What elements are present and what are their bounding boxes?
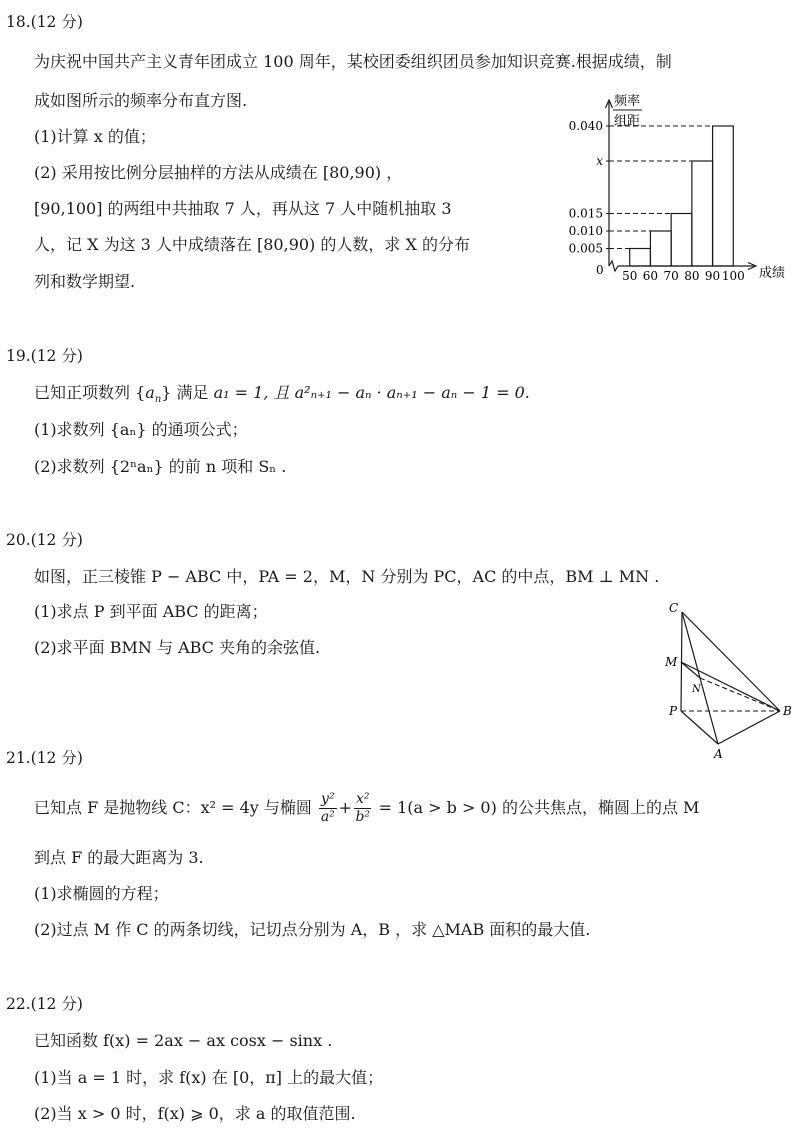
label-C: C — [669, 601, 679, 615]
q19-part1: (1)求数列 {aₙ} 的通项公式； — [34, 420, 248, 439]
tetrahedron-figure — [664, 600, 804, 765]
y-tick-label-2: 0.015 — [568, 206, 603, 221]
q22-header: 22.(12 分) — [6, 995, 83, 1013]
x-tick-label-2: 70 — [663, 269, 679, 283]
y-axis-label-top: 频率 — [614, 94, 641, 109]
edge-CB — [682, 612, 780, 711]
q21-line2: 到点 F 的最大距离为 3. — [34, 848, 204, 867]
segment-NB-hidden — [700, 678, 780, 711]
q18-part2-line2: [90,100] 的两组中共抽取 7 人，再从这 7 人中随机抽取 3 — [34, 199, 452, 218]
q19-line1-prefix: 已知正项数列 { — [34, 383, 146, 402]
x-tick-label-5: 100 — [721, 269, 745, 283]
q22-part2: (2)当 x > 0 时，f(x) ⩾ 0，求 a 的取值范围. — [34, 1104, 356, 1123]
y-tick-label-4: 0.005 — [568, 241, 603, 256]
origin-label: 0 — [596, 263, 604, 277]
x-tick-label-1: 60 — [642, 269, 659, 283]
axis-break-icon — [609, 261, 618, 271]
edge-AB — [718, 711, 780, 744]
label-M: M — [665, 655, 678, 669]
histogram-bar-3 — [692, 161, 713, 266]
q19-line1: 已知正项数列 $\{a_n\}$ 满足 a₁ = 1, 且 a²ₙ₊₁ − aₙ · aₙ₊₁ − aₙ − 1 = 0. — [34, 383, 530, 406]
q18-part2-line4: 列和数学期望. — [34, 272, 136, 291]
frequency-histogram — [556, 88, 796, 288]
ellipse-fraction-x: $\frac{\text{x²}}{\text{b²}}$ — [355, 791, 371, 825]
q20-part2: (2)求平面 BMN 与 ABC 夹角的余弦值. — [34, 638, 321, 657]
histogram-bar-2 — [671, 214, 692, 267]
q19-header: 19.(12 分) — [6, 347, 83, 365]
x-tick-label-4: 90 — [704, 269, 721, 283]
q21-part1: (1)求椭圆的方程； — [34, 884, 169, 903]
x-tick-label-0: 50 — [622, 269, 638, 283]
q18-part2-line3: 人，记 X 为这 3 人中成绩落在 [80,90) 的人数，求 X 的分布 — [34, 235, 470, 254]
y-tick-label-3: 0.010 — [568, 224, 603, 238]
plus-sign: + — [338, 798, 352, 817]
q22-line1: 已知函数 f(x) = 2ax − ax cosx − sinx . — [34, 1031, 333, 1050]
edge-CP — [681, 612, 682, 711]
label-B: B — [783, 704, 792, 718]
q21-part2: (2)过点 M 作 C 的两条切线，记切点分别为 A，B ，求 △MAB 面积的最大值. — [34, 920, 591, 939]
q18-part1: (1)计算 x 的值； — [34, 127, 156, 146]
q20-header: 20.(12 分) — [6, 531, 83, 549]
q19-condition: a₁ = 1, 且 a²ₙ₊₁ − aₙ · aₙ₊₁ − aₙ − 1 = 0. — [213, 383, 530, 402]
q21-header: 21.(12 分) — [6, 749, 83, 767]
y-tick-label-0: 0.040 — [568, 119, 603, 133]
ellipse-fraction-y: $\frac{\text{y²}}{\text{a²}}$ — [320, 791, 335, 825]
q18-header: 18.(12 分) — [6, 13, 83, 31]
label-A: A — [714, 747, 723, 761]
y-axis-label-bottom: 组距 — [614, 114, 641, 129]
histogram-bar-0 — [630, 249, 651, 267]
label-N: N — [692, 684, 701, 695]
q19-line1-mid: } 满足 — [161, 383, 214, 402]
x-tick-label-3: 80 — [684, 269, 700, 283]
q21-line1 — [34, 788, 699, 828]
x-axis-label: 成绩 — [759, 266, 786, 281]
q20-line1: 如图，正三棱锥 P − ABC 中，PA = 2，M，N 分别为 PC，AC 的中点，BM ⊥ MN . — [34, 567, 660, 586]
q18-part2-line1: (2) 采用按比例分层抽样的方法从成绩在 [80,90) ， — [34, 163, 403, 182]
q19-part2: (2)求数列 {2ⁿaₙ} 的前 n 项和 Sₙ . — [34, 457, 287, 476]
edge-PA — [681, 711, 718, 744]
q22-part1: (1)当 a = 1 时，求 f(x) 在 [0，π] 上的最大值； — [34, 1068, 384, 1087]
q21-line1-b: = 1(a > b > 0) 的公共焦点，椭圆上的点 M — [378, 798, 700, 817]
q21-line1-a: 已知点 F 是抛物线 C：x² = 4y 与椭圆 — [34, 798, 312, 817]
y-tick-label-1: x — [596, 154, 603, 168]
histogram-bar-1 — [650, 231, 671, 266]
q18-intro-line2: 成如图所示的频率分布直方图. — [34, 91, 248, 110]
q18-intro-line1: 为庆祝中国共产主义青年团成立 100 周年，某校团委组织团员参加知识竞赛.根据成绩，制 — [34, 52, 672, 71]
label-P: P — [669, 704, 678, 718]
histogram-bar-4 — [713, 126, 734, 266]
q20-part1: (1)求点 P 到平面 ABC 的距离； — [34, 602, 268, 621]
